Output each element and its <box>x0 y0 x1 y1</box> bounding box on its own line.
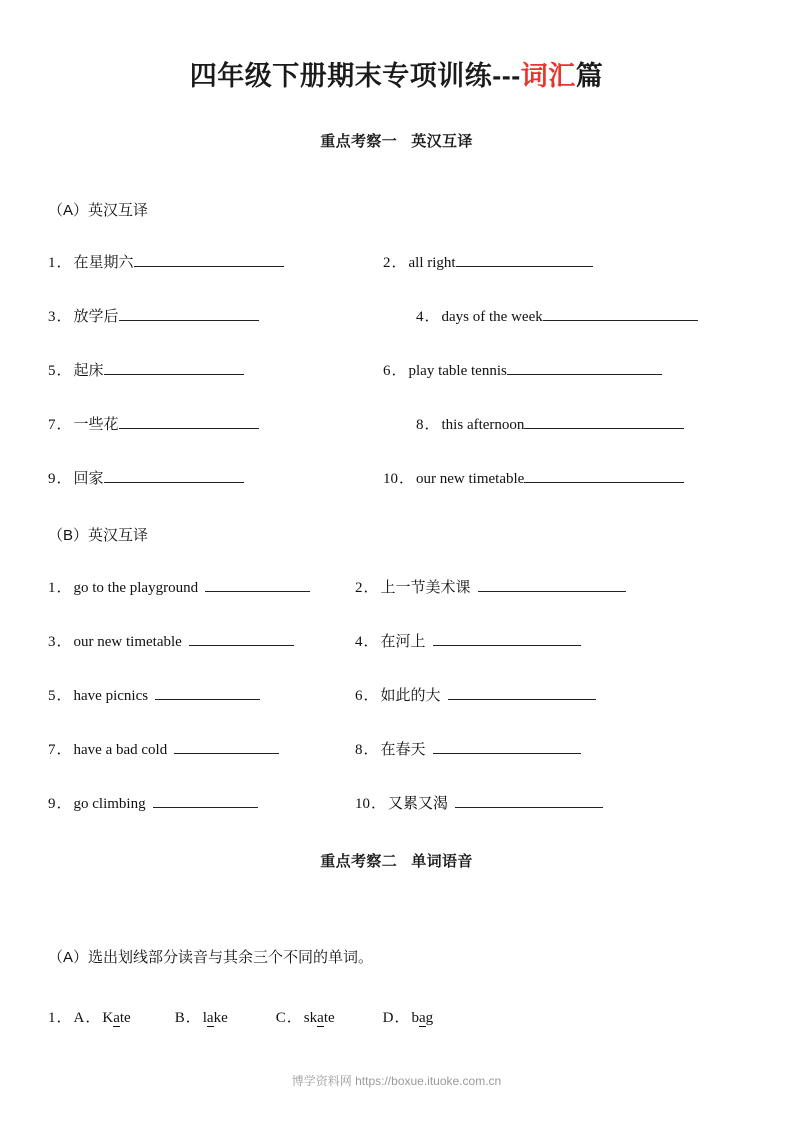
item-term: 起床 <box>73 362 104 379</box>
item-dot: ． <box>56 309 72 325</box>
item-dot: ． <box>56 634 72 650</box>
exercise-row <box>48 740 279 759</box>
item-dot: ． <box>56 471 72 487</box>
option-dot: ． <box>286 1010 302 1026</box>
exercise-row <box>48 307 259 326</box>
item-number: 2 <box>355 580 363 596</box>
item-number: 5 <box>48 363 56 379</box>
page-title <box>0 54 793 93</box>
exercise-row <box>355 632 581 651</box>
option-underlined: a <box>317 1010 324 1026</box>
item-number: 9 <box>48 471 56 487</box>
item-dot: ． <box>56 417 72 433</box>
mc-option-b[interactable] <box>175 1006 228 1027</box>
item-dot: ． <box>56 742 72 758</box>
answer-blank[interactable] <box>119 415 259 429</box>
part-b-label-section1: （B）英汉互译 <box>48 527 149 544</box>
item-number: 4 <box>355 634 363 650</box>
option-letter: A <box>73 1010 85 1026</box>
exercise-row <box>48 794 258 813</box>
item-number: 5 <box>48 688 56 704</box>
answer-blank[interactable] <box>524 415 684 429</box>
option-letter: D <box>382 1010 394 1026</box>
option-after: g <box>425 1010 434 1026</box>
item-dot: ． <box>56 796 72 812</box>
answer-blank[interactable] <box>134 253 284 267</box>
multiple-choice-row <box>48 1006 433 1027</box>
exercise-row <box>48 686 260 705</box>
item-dot: ． <box>424 417 440 433</box>
item-term: have a bad cold <box>73 742 168 758</box>
item-number: 1 <box>48 580 56 596</box>
exercise-row <box>355 740 581 759</box>
title-suffix: 篇 <box>575 61 604 91</box>
exercise-row <box>48 578 310 597</box>
item-dot: ． <box>56 1010 72 1026</box>
exercise-row <box>383 253 593 272</box>
item-number: 10 <box>355 796 370 812</box>
answer-blank[interactable] <box>507 361 662 375</box>
item-dot: ． <box>424 309 440 325</box>
answer-blank[interactable] <box>433 740 581 754</box>
item-number: 1 <box>48 255 56 271</box>
option-dot: ． <box>185 1010 201 1026</box>
exercise-row <box>355 686 596 705</box>
item-term: 如此的大 <box>380 687 441 704</box>
answer-blank[interactable] <box>205 578 310 592</box>
option-before: b <box>411 1010 419 1026</box>
item-dot: ． <box>363 742 379 758</box>
answer-blank[interactable] <box>543 307 698 321</box>
item-dot: ． <box>363 634 379 650</box>
answer-blank[interactable] <box>524 469 684 483</box>
item-dot: ． <box>363 580 379 596</box>
exercise-row <box>48 361 244 380</box>
item-number: 6 <box>355 688 363 704</box>
item-number: 7 <box>48 742 56 758</box>
mc-option-c[interactable] <box>276 1006 335 1027</box>
item-term: this afternoon <box>441 417 525 433</box>
item-dot: ． <box>391 363 407 379</box>
option-underlined: a <box>113 1010 120 1026</box>
exercise-row <box>383 361 662 380</box>
item-dot: ． <box>363 688 379 704</box>
option-dot: ． <box>394 1010 410 1026</box>
question-number: 1 <box>48 1010 56 1026</box>
answer-blank[interactable] <box>456 253 593 267</box>
item-term: go climbing <box>73 796 146 812</box>
item-number: 3 <box>48 634 56 650</box>
item-term: 在春天 <box>380 741 426 758</box>
option-letter: B <box>174 1010 185 1026</box>
answer-blank[interactable] <box>153 794 258 808</box>
option-before: K <box>102 1010 114 1026</box>
section-heading-2-right: 单词语音 <box>411 853 473 870</box>
exercise-row <box>48 469 244 488</box>
part-a-label-section1: （A）英汉互译 <box>48 202 149 219</box>
answer-blank[interactable] <box>155 686 260 700</box>
mc-option-d[interactable] <box>383 1006 434 1027</box>
footer-url[interactable]: https://boxue.ituoke.com.cn <box>355 1074 502 1088</box>
answer-blank[interactable] <box>478 578 626 592</box>
answer-blank[interactable] <box>433 632 581 646</box>
option-underlined: a <box>419 1010 426 1026</box>
section-heading-1-right: 英汉互译 <box>411 133 473 150</box>
item-number: 6 <box>383 363 391 379</box>
item-dot: ． <box>391 255 407 271</box>
title-prefix: 四年级下册期末专项训练--- <box>189 61 521 91</box>
option-dot: ． <box>85 1010 101 1026</box>
answer-blank[interactable] <box>119 307 259 321</box>
option-letter: C <box>275 1010 286 1026</box>
item-term: 回家 <box>73 470 104 487</box>
item-dot: ． <box>56 255 72 271</box>
item-term: 放学后 <box>73 308 119 325</box>
item-number: 2 <box>383 255 391 271</box>
section-heading-1-left: 重点考察一 <box>320 133 398 150</box>
footer-site-name: 博学资料网 <box>291 1074 352 1088</box>
exercise-row <box>48 415 259 434</box>
footer-watermark <box>0 1072 793 1089</box>
option-after: te <box>323 1010 335 1026</box>
section-heading-1 <box>0 130 793 151</box>
item-term: 在河上 <box>380 633 426 650</box>
answer-blank[interactable] <box>104 469 244 483</box>
exercise-row <box>355 578 626 597</box>
exercise-row <box>48 632 294 651</box>
exercise-row <box>383 469 684 488</box>
exercise-row <box>48 253 284 272</box>
part-a-label-section2: （A）选出划线部分读音与其余三个不同的单词。 <box>48 949 374 966</box>
item-term: our new timetable <box>416 471 525 487</box>
item-term: days of the week <box>441 309 543 325</box>
item-number: 3 <box>48 309 56 325</box>
exercise-row <box>416 307 698 326</box>
item-number: 10 <box>383 471 398 487</box>
item-term: play table tennis <box>408 363 507 379</box>
item-dot: ． <box>371 796 387 812</box>
option-after: ke <box>213 1010 228 1026</box>
item-number: 9 <box>48 796 56 812</box>
item-term: 在星期六 <box>73 254 134 271</box>
title-accent: 词汇 <box>520 61 576 91</box>
item-dot: ． <box>399 471 415 487</box>
item-dot: ． <box>56 363 72 379</box>
item-term: our new timetable <box>73 634 182 650</box>
option-before: sk <box>303 1010 318 1026</box>
item-term: have picnics <box>73 688 149 704</box>
section-heading-2-left: 重点考察二 <box>320 853 398 870</box>
section-heading-2 <box>0 850 793 871</box>
option-after: te <box>119 1010 131 1026</box>
item-number: 7 <box>48 417 56 433</box>
answer-blank[interactable] <box>455 794 603 808</box>
exercise-row <box>416 415 684 434</box>
answer-blank[interactable] <box>104 361 244 375</box>
item-term: 又累又渴 <box>388 795 449 812</box>
item-term: 一些花 <box>73 416 119 433</box>
mc-option-a[interactable] <box>74 1006 131 1027</box>
item-number: 8 <box>355 742 363 758</box>
item-term: 上一节美术课 <box>380 579 471 596</box>
answer-blank[interactable] <box>174 740 279 754</box>
item-dot: ． <box>56 688 72 704</box>
item-term: go to the playground <box>73 580 199 596</box>
option-before: l <box>202 1010 207 1026</box>
answer-blank[interactable] <box>189 632 294 646</box>
item-dot: ． <box>56 580 72 596</box>
answer-blank[interactable] <box>448 686 596 700</box>
item-term: all right <box>408 255 456 271</box>
option-underlined: a <box>206 1010 214 1026</box>
exercise-row <box>355 794 603 813</box>
item-number: 8 <box>416 417 424 433</box>
item-number: 4 <box>416 309 424 325</box>
